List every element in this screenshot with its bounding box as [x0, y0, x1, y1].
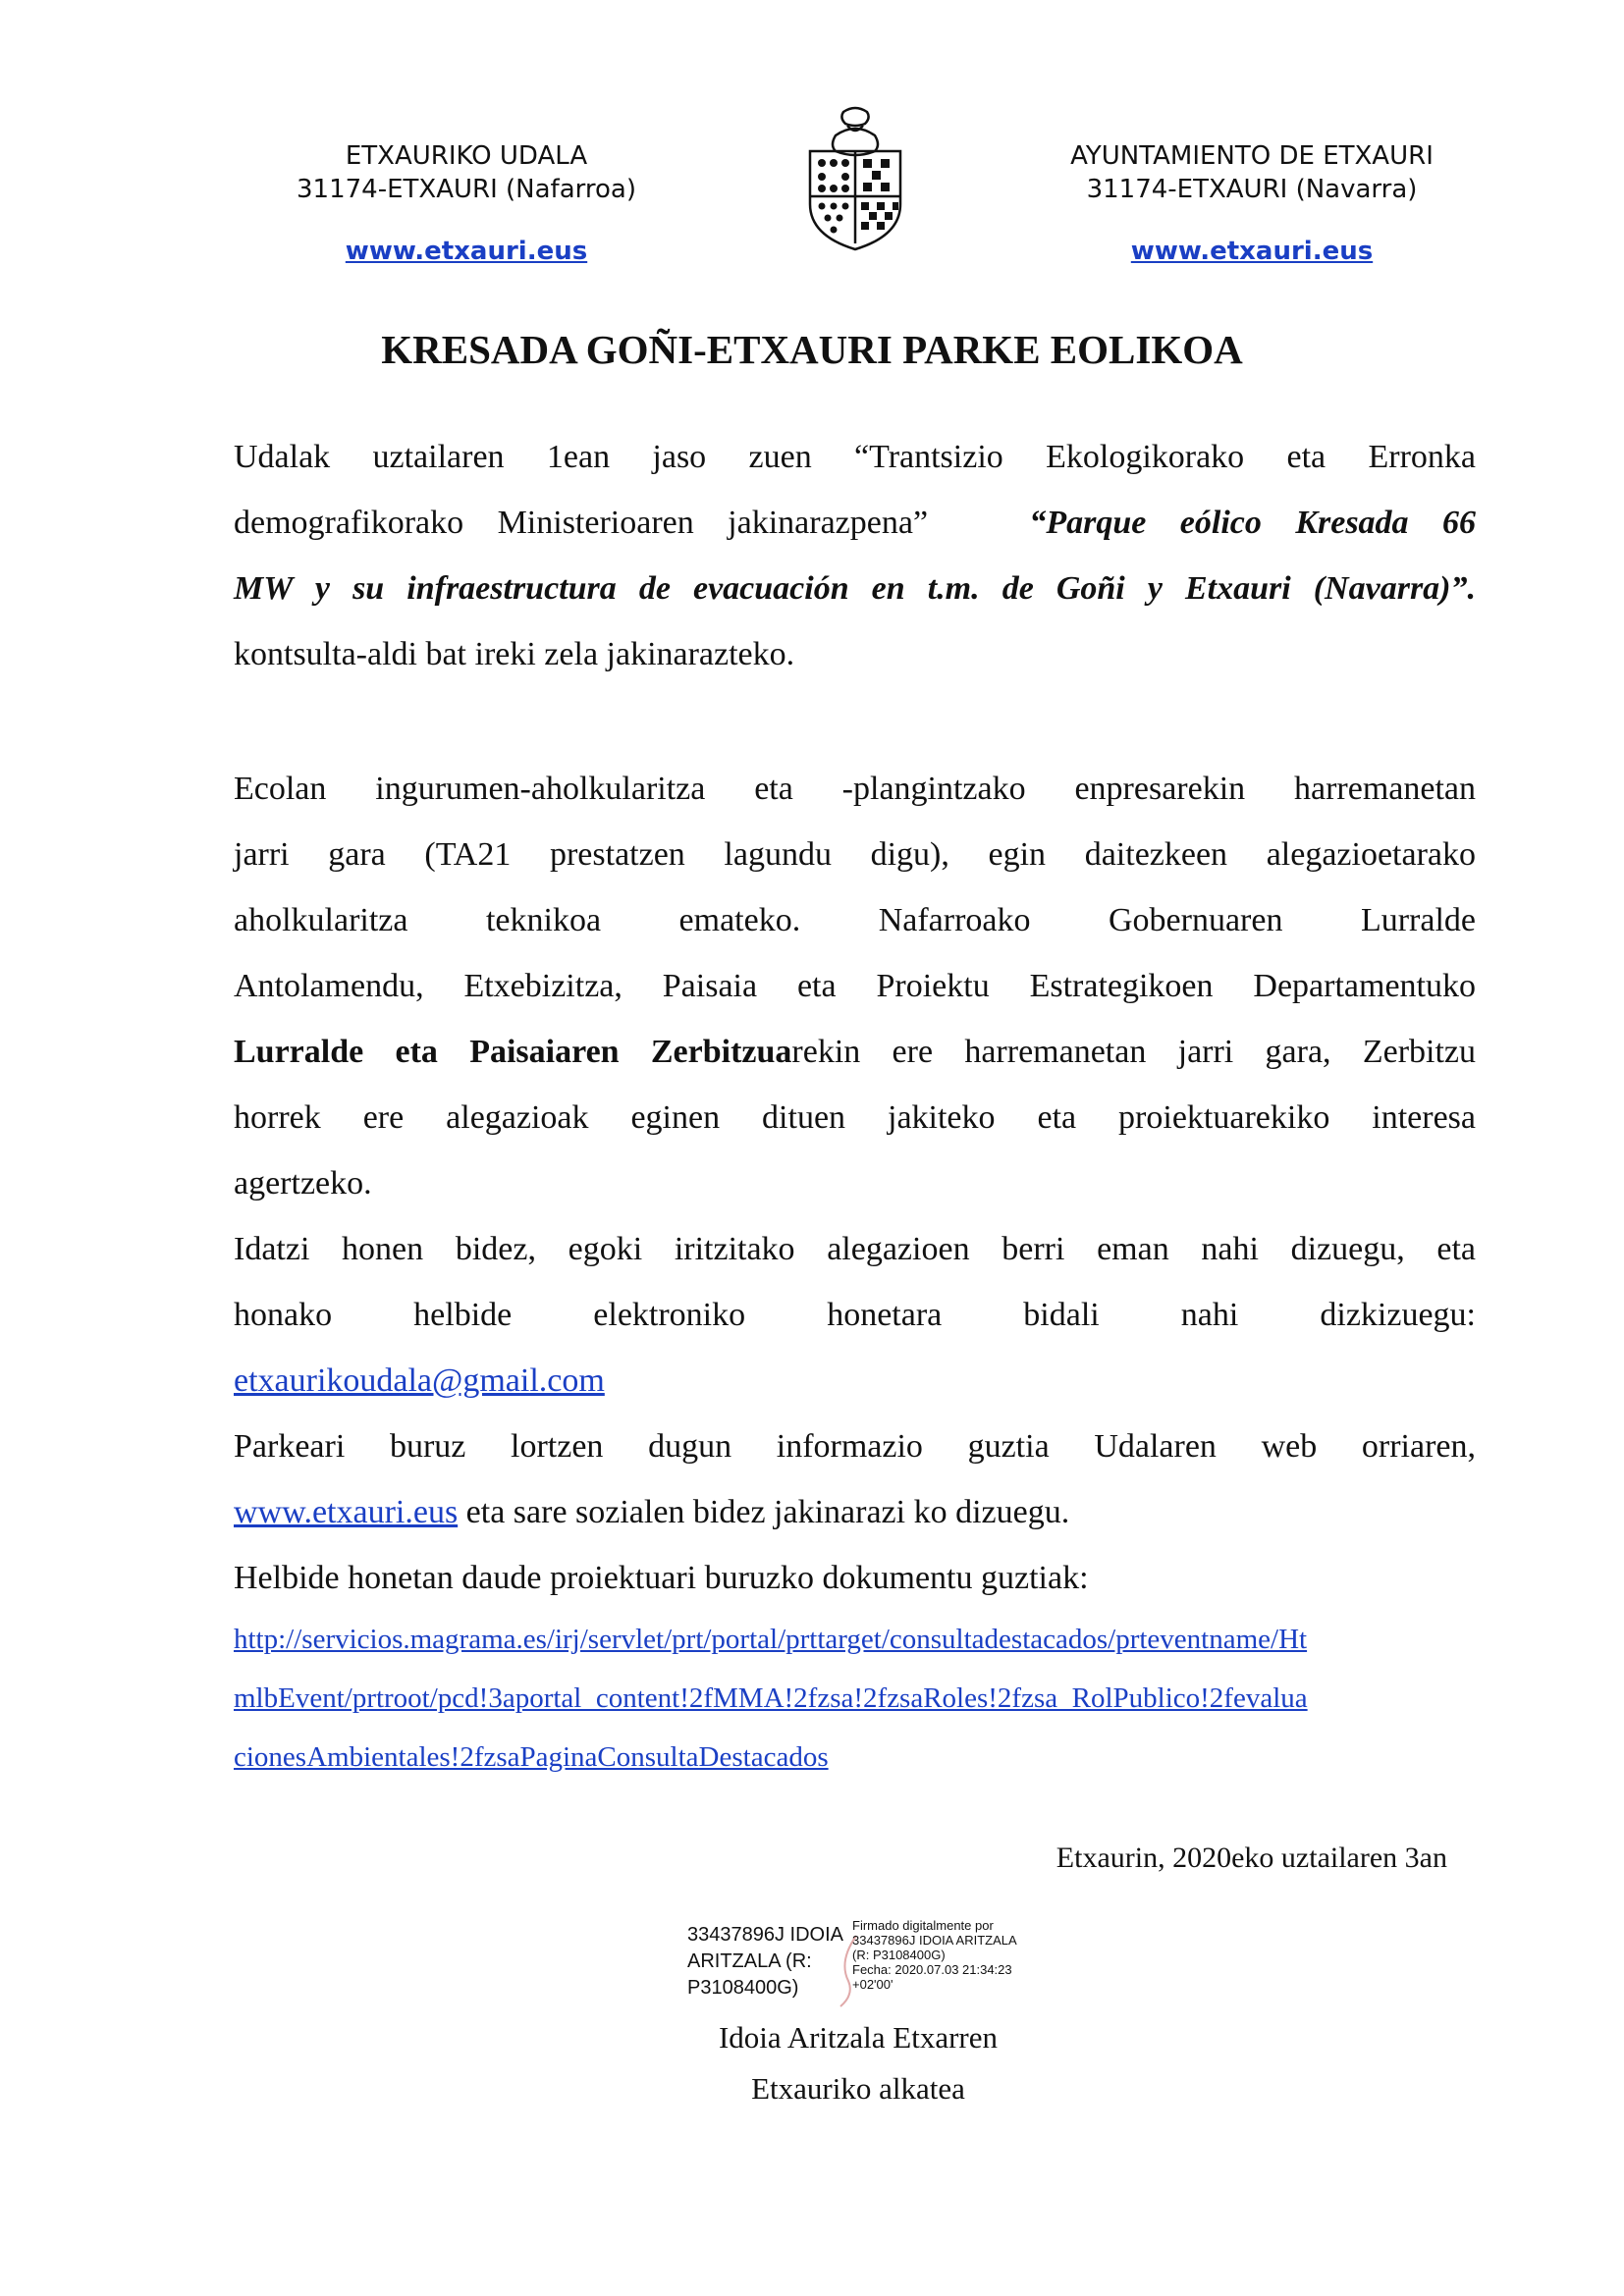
signer-name: Idoia Aritzala Etxarren: [718, 2020, 999, 2055]
header-right-website-link[interactable]: www.etxauri.eus: [1130, 237, 1374, 266]
url-segment[interactable]: mlbEvent/prtroot/pcd!3aportal_content!2fMMA!2fzsa!2fzsaRoles!2fzsa_RolPublico!2fevalua: [234, 1682, 1308, 1714]
signature-detail-line: +02'00': [852, 1977, 893, 1992]
header-left-name: ETXAURIKO UDALA: [345, 141, 588, 171]
service-name: Lurralde eta Paisaiaren Zerbitzua: [234, 1034, 792, 1070]
website-line: [234, 1479, 1476, 1545]
signature-id-line: P3108400G): [687, 1977, 799, 1999]
paragraph-2-line: horrek ere alegazioak eginen dituen jakiteko eta proiektuarekiko interesa: [234, 1099, 1476, 1136]
url-segment[interactable]: http://servicios.magrama.es/irj/servlet/prt/portal/prttarget/consultadestacados/prteventname/Ht: [234, 1624, 1308, 1655]
email-link[interactable]: etxaurikoudala@gmail.com: [234, 1362, 605, 1399]
ministry-notice: demografikorako Ministerioaren jakinarazpena”: [234, 505, 929, 541]
documents-url-link[interactable]: [234, 1610, 1476, 1787]
paragraph-2-line: agertzeko.: [234, 1165, 372, 1201]
url-segment[interactable]: cionesAmbientales!2fzsaPaginaConsultaDestacados: [234, 1741, 829, 1773]
signature-detail-line: (R: P3108400G): [852, 1948, 946, 1962]
project-name-end: MW y su infraestructura de evacuación en t.m. de Goñi y Etxauri (Navarra)”.: [234, 570, 1476, 607]
paragraph-2-line: Ecolan ingurumen-aholkularitza eta -plangintzako enpresarekin harremanetan: [234, 771, 1476, 807]
header-right-name: AYUNTAMIENTO DE ETXAURI: [1070, 141, 1434, 171]
paragraph-2-line: jarri gara (TA21 prestatzen lagundu digu), egin daitezkeen alegazioetarako: [234, 836, 1476, 873]
email-line: [234, 1348, 1476, 1414]
paragraph-2-line: [234, 1019, 1476, 1085]
header-left-address: 31174-ETXAURI (Nafarroa): [297, 175, 636, 204]
coat-of-arms-icon: [800, 106, 910, 251]
document-title: KRESADA GOÑI-ETXAURI PARKE EOLIKOA: [381, 327, 1243, 372]
signature-detail-line: Firmado digitalmente por: [852, 1918, 994, 1933]
header-left: [221, 139, 712, 268]
website-link[interactable]: www.etxauri.eus: [234, 1494, 459, 1530]
paragraph-1-line: kontsulta-aldi bat ireki zela jakinarazteko.: [234, 636, 795, 672]
signer-role: Etxauriko alkatea: [751, 2071, 965, 2106]
paragraph-2: [234, 756, 1476, 1611]
paragraph-2-line: Parkeari buruz lortzen dugun informazio guztia Udalaren web orriaren,: [234, 1428, 1476, 1465]
paragraph-1: [234, 424, 1476, 687]
document-date: Etxaurin, 2020eko uztailaren 3an: [1056, 1842, 1447, 1874]
header-left-website-link[interactable]: www.etxauri.eus: [345, 237, 588, 266]
signature-id-line: 33437896J IDOIA: [687, 1924, 843, 1946]
paragraph-2-line: Antolamendu, Etxebizitza, Paisaia eta Proiektu Estrategikoen Departamentuko: [234, 968, 1476, 1004]
paragraph-1-line: Udalak uztailaren 1ean jaso zuen “Trantsizio Ekologikorako eta Erronka: [234, 439, 1476, 475]
signature-detail-line: 33437896J IDOIA ARITZALA: [852, 1933, 1017, 1948]
header-right-address: 31174-ETXAURI (Navarra): [1086, 175, 1418, 204]
signature-detail-line: Fecha: 2020.07.03 21:34:23: [852, 1962, 1012, 1977]
signature-details: [852, 1918, 1019, 1992]
project-name-start: “Parque eólico Kresada 66: [1029, 505, 1476, 541]
paragraph-2-text: eta sare sozialen bidez jakinarazi ko dizuegu.: [458, 1494, 1070, 1530]
paragraph-2-line: Idatzi honen bidez, egoki iritzitako alegazioen berri eman nahi dizuegu, eta: [234, 1231, 1476, 1267]
paragraph-2-line: Helbide honetan daude proiektuari buruzko dokumentu guztiak:: [234, 1560, 1089, 1596]
paragraph-1-line: [234, 490, 1476, 556]
paragraph-2-line: aholkularitza teknikoa emateko. Nafarroako Gobernuaren Lurralde: [234, 902, 1476, 938]
digital-signature: [687, 1914, 1021, 2012]
signature-id-line: ARITZALA (R:: [687, 1950, 812, 1972]
paragraph-2-text: rekin ere harremanetan jarri gara, Zerbitzu: [791, 1034, 1476, 1070]
signature-id: [687, 1922, 854, 2002]
header-right: [1006, 139, 1497, 268]
paragraph-2-line: honako helbide elektroniko honetara bidali nahi dizkizuegu:: [234, 1297, 1476, 1333]
